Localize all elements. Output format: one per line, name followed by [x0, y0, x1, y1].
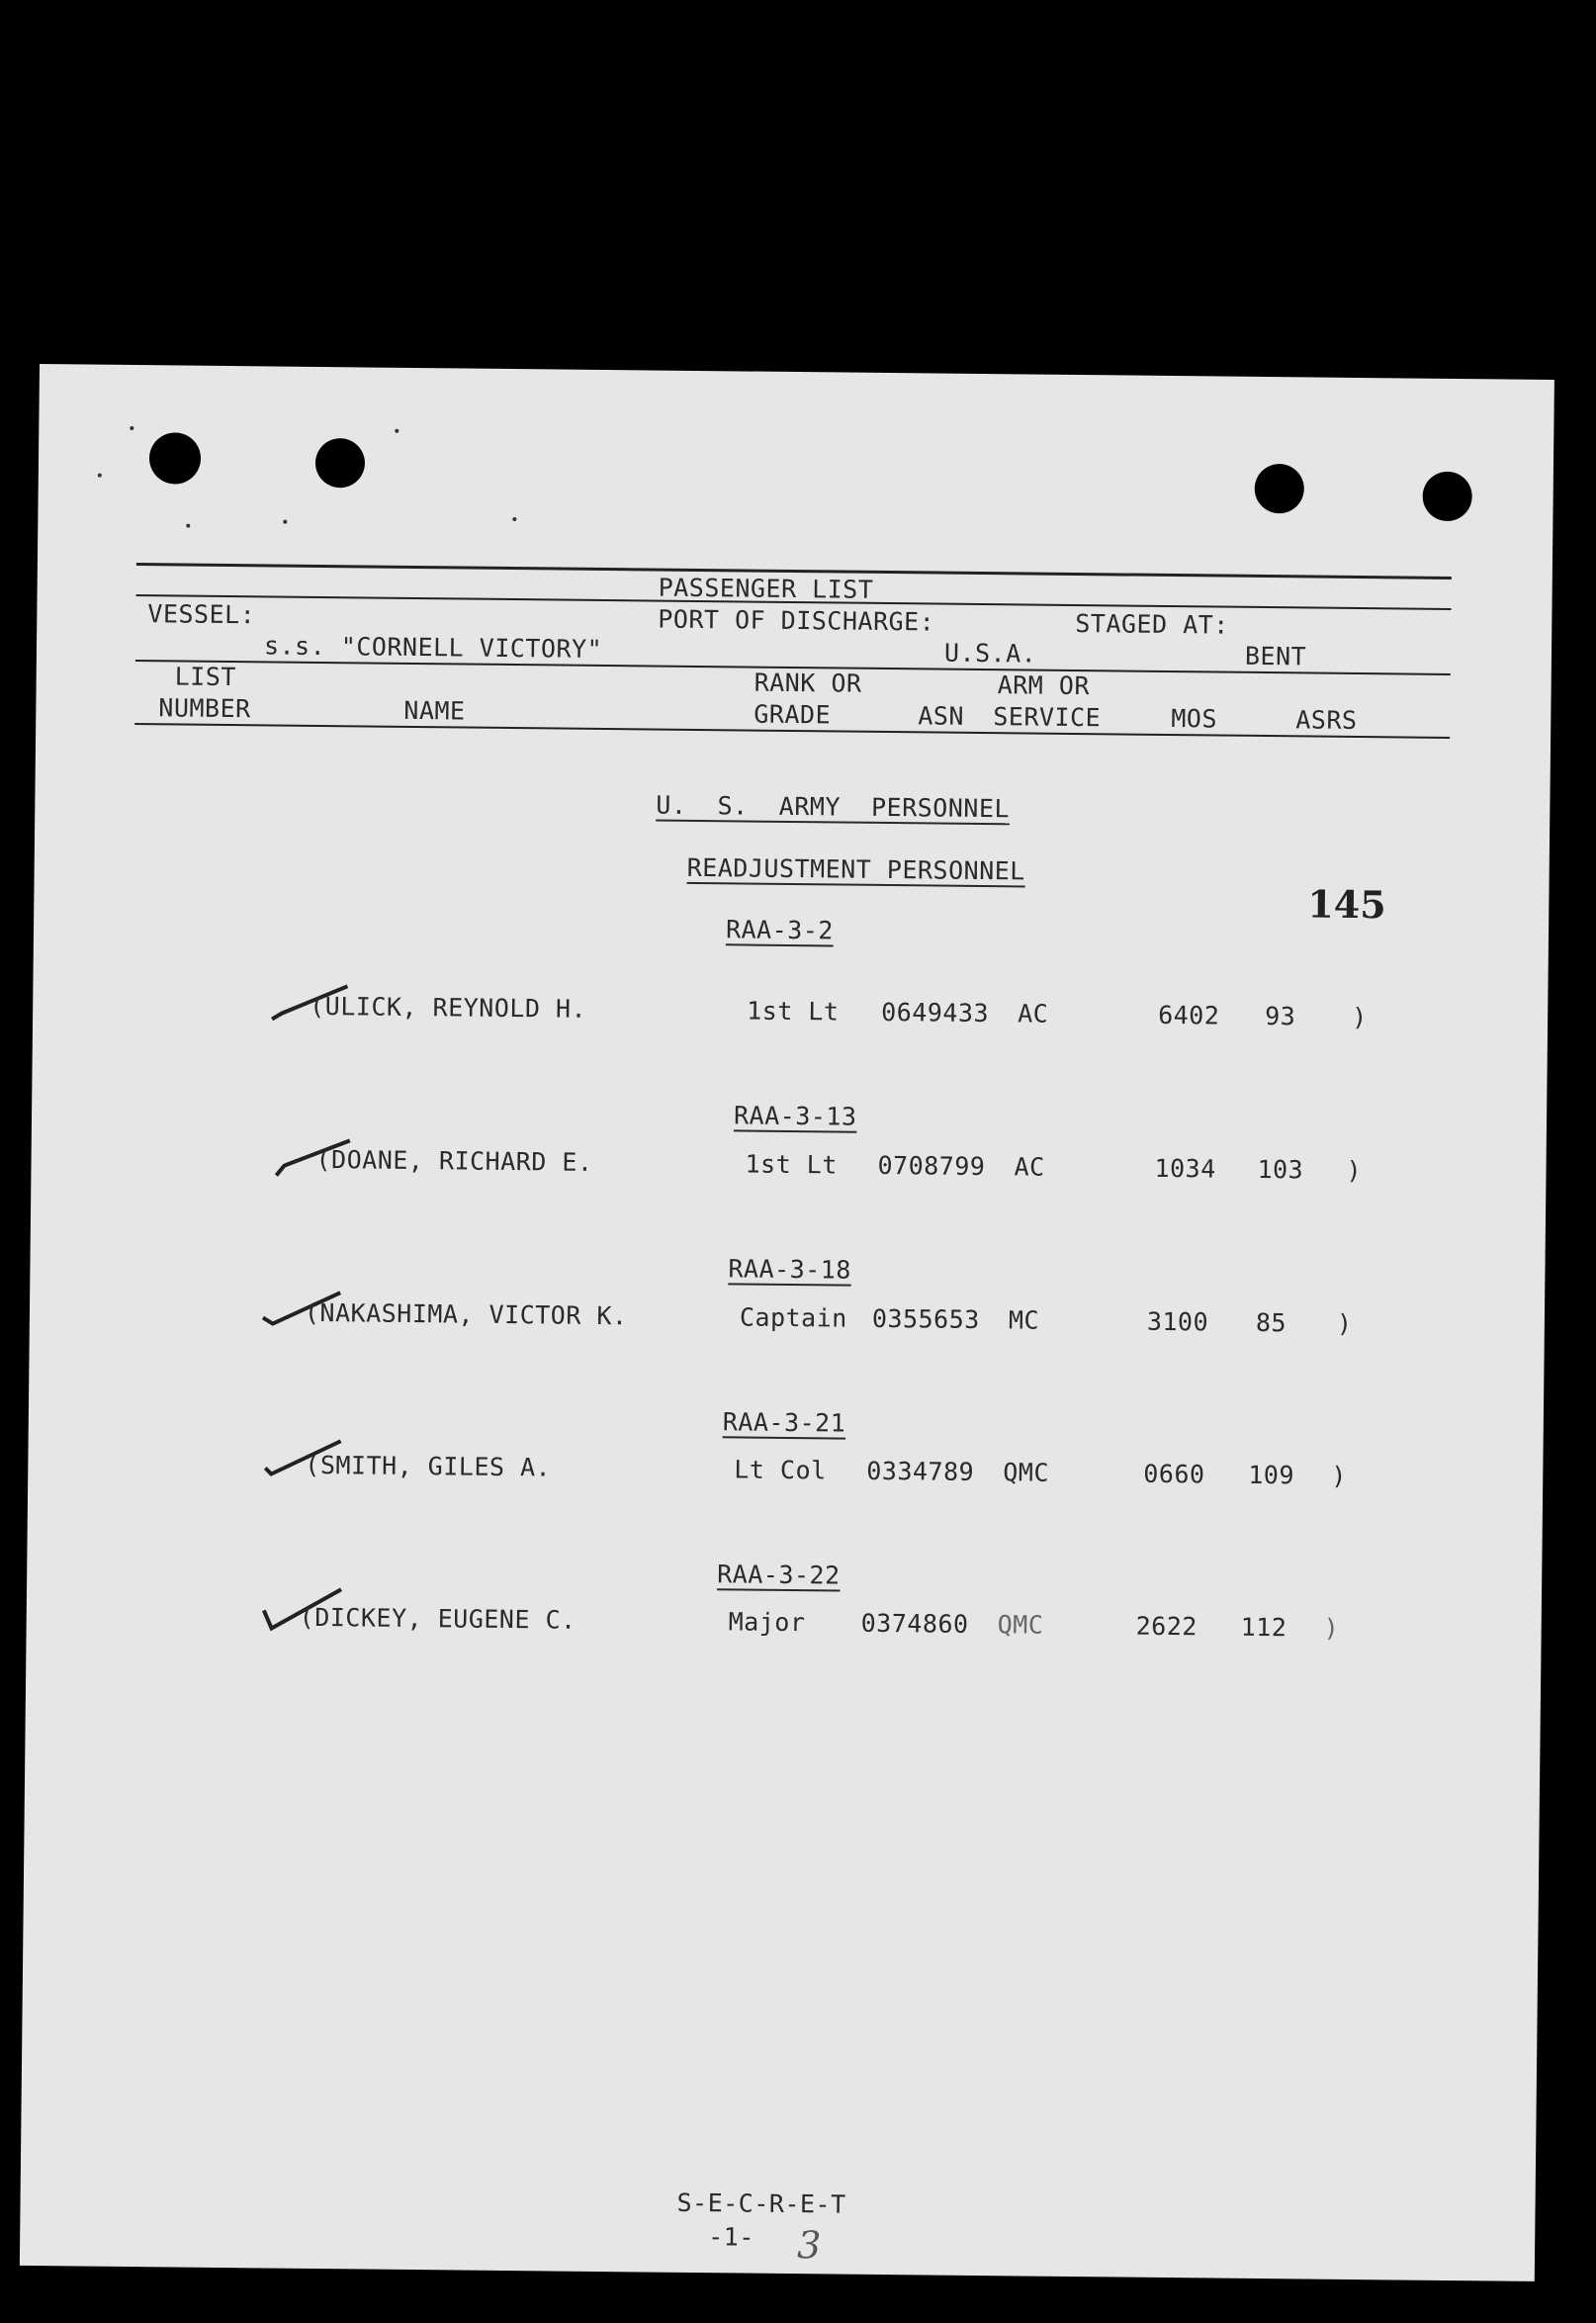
entry-rank: 1st Lt [745, 1149, 839, 1180]
speck [186, 524, 190, 528]
col-arm-line1: ARM OR [997, 670, 1091, 701]
group-label: RAA-3-21 [722, 1407, 846, 1438]
entry-asn: 0355653 [871, 1303, 980, 1335]
entry-name: (NAKASHIMA, VICTOR K. [304, 1297, 628, 1331]
port-value: U.S.A. [943, 638, 1037, 669]
entry-mos: 6402 [1158, 1000, 1220, 1030]
col-mos: MOS [1171, 704, 1218, 734]
speck [130, 426, 133, 430]
entry-rank: Major [728, 1607, 806, 1638]
entry-mos: 2622 [1135, 1611, 1198, 1642]
col-asrs: ASRS [1295, 705, 1358, 735]
staged-label: STAGED AT: [1075, 608, 1229, 640]
entry-name: (DOANE, RICHARD E. [315, 1144, 593, 1177]
document-page [20, 364, 1554, 2281]
entry-arm: QMC [997, 1610, 1044, 1640]
classification-marking: S-E-C-R-E-T [676, 2188, 846, 2219]
speck [283, 520, 287, 524]
col-rank-line1: RANK OR [754, 668, 862, 698]
speck [395, 429, 399, 433]
col-rank-line2: GRADE [754, 699, 832, 730]
speck [512, 517, 516, 521]
entry-rank: Lt Col [734, 1455, 827, 1485]
vessel-label: VESSEL: [147, 599, 256, 630]
handwritten-number: 3 [796, 2223, 822, 2268]
entry-arm: AC [1014, 1152, 1045, 1182]
entry-bracket: ) [1331, 1461, 1348, 1490]
list-title: PASSENGER LIST [658, 573, 874, 604]
col-asn: ASN [918, 701, 965, 731]
group-label: RAA-3-22 [717, 1560, 841, 1590]
group-label: RAA-3-2 [725, 915, 835, 945]
punch-hole-3 [1254, 464, 1304, 514]
group-label: RAA-3-18 [728, 1254, 852, 1285]
punch-hole-4 [1422, 472, 1472, 522]
entry-asrs: 112 [1240, 1612, 1287, 1643]
footer-page-number: -1- [708, 2222, 755, 2252]
group-label: RAA-3-13 [733, 1101, 857, 1131]
entry-asrs: 93 [1265, 1002, 1296, 1031]
col-name: NAME [403, 695, 466, 726]
entry-bracket: ) [1323, 1613, 1340, 1643]
col-list-number-line2: NUMBER [158, 693, 251, 724]
port-label: PORT OF DISCHARGE: [658, 604, 935, 637]
entry-bracket: ) [1346, 1155, 1363, 1186]
entry-mos: 1034 [1154, 1153, 1216, 1184]
entry-arm: MC [1008, 1305, 1040, 1335]
vessel-value: s.s. "CORNELL VICTORY" [263, 631, 603, 664]
entry-mos: 0660 [1143, 1459, 1205, 1489]
entry-asn: 0334789 [866, 1456, 975, 1486]
entry-bracket: ) [1336, 1308, 1353, 1338]
entry-rank: 1st Lt [747, 996, 840, 1027]
entry-asn: 0374860 [860, 1608, 969, 1639]
col-list-number-line1: LIST [174, 662, 237, 692]
staged-value: BENT [1244, 641, 1307, 671]
entry-asn: 0649433 [881, 997, 990, 1028]
entry-mos: 3100 [1146, 1306, 1209, 1337]
entry-asrs: 85 [1255, 1307, 1287, 1338]
entry-rank: Captain [739, 1302, 847, 1333]
section-title: U. S. ARMY PERSONNEL [656, 790, 1011, 824]
punch-hole-1 [149, 432, 202, 485]
col-arm-line2: SERVICE [993, 702, 1102, 733]
entry-arm: AC [1018, 999, 1049, 1028]
entry-asrs: 109 [1248, 1460, 1295, 1490]
section-subtitle: READJUSTMENT PERSONNEL [686, 852, 1025, 886]
speck [98, 474, 102, 478]
entry-asrs: 103 [1257, 1154, 1304, 1185]
page-number: 145 [1307, 881, 1386, 928]
entry-asn: 0708799 [877, 1150, 986, 1182]
entry-name: (DICKEY, EUGENE C. [299, 1602, 576, 1635]
entry-bracket: ) [1352, 1002, 1368, 1032]
entry-arm: QMC [1003, 1458, 1050, 1487]
punch-hole-2 [315, 438, 366, 489]
entry-name: (SMITH, GILES A. [305, 1450, 552, 1482]
entry-name: (ULICK, REYNOLD H. [310, 991, 587, 1024]
